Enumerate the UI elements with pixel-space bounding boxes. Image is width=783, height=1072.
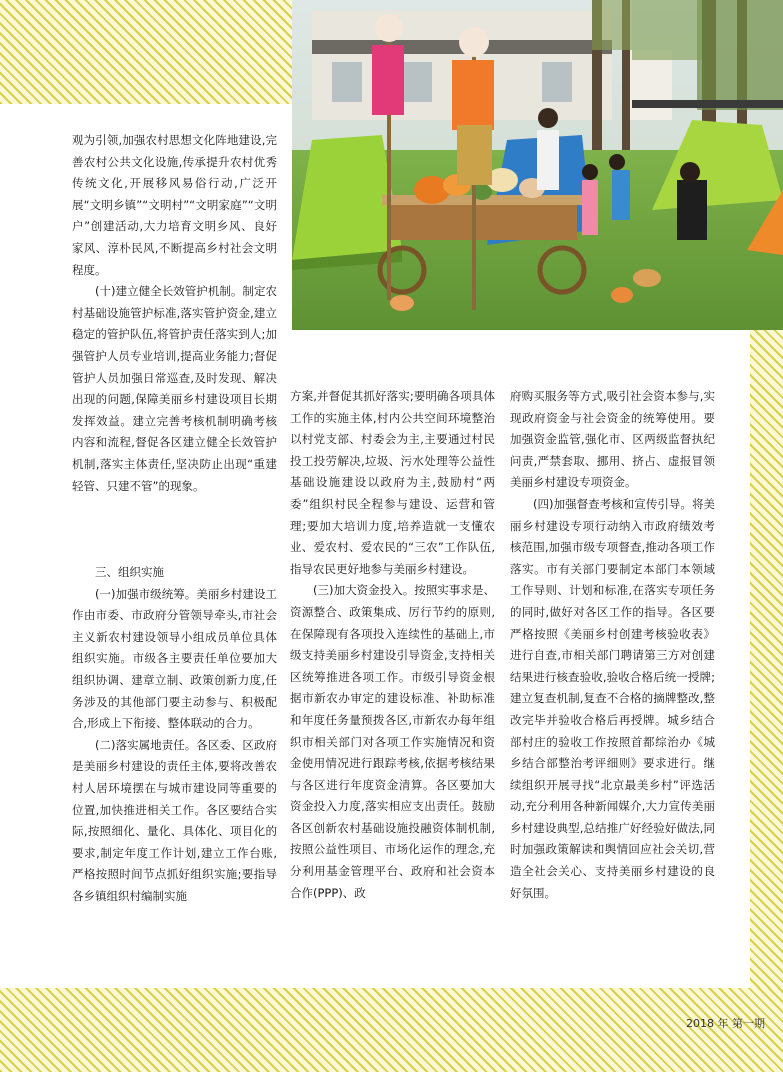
paragraph: 观为引领,加强农村思想文化阵地建设,完善农村公共文化设施,传承提升农村优秀传统文化,开展移风易俗行动,广泛开展“文明乡镇”“文明村”“文明家庭”“文明户”创建活动,大力培育文明乡风、良好家风、淳朴民风,不断提高乡村社会文明程度。 <box>72 133 277 277</box>
paragraph: (二)落实属地责任。各区委、区政府是美丽乡村建设的责任主体,要将改善农村人居环境摆在与城市建设同等重要的位置,加快推进相关工作。各区要结合实际,按照细化、量化、具体化、项目化的要求,制定年度工作计划,建立工作台账,严格按照时间节点抓好组织实施;要指导各乡镇组织村编制实施 <box>72 737 277 903</box>
decorative-stripes-right <box>750 330 783 990</box>
section-heading: 三、组织实施 <box>95 565 164 579</box>
paragraph: 方案,并督促其抓好落实;要明确各项具体工作的实施主体,村内公共空间环境整治以村党支部、村委会为主,主要通过村民投工投劳解决,垃圾、污水处理等公益性基础设施建设以政府为主,鼓励村“两委”组织村民全程参与建设、运营和管理;要加大培训力度,培养造就一支懂农业、爱农村、爱农民的“三农”工作队伍,指导农民更好地参与美丽乡村建设。 <box>290 389 495 576</box>
paragraph: (一)加强市级统筹。美丽乡村建设工作由市委、市政府分管领导牵头,市社会主义新农村建设领导小组成员单位具体组织实施。市级各主要责任单位要加大组织协调、建章立制、政策创新力度,任务涉及的其他部门要主动参与、积极配合,形成上下衔接、整体联动的合力。 <box>72 586 277 731</box>
paragraph: 府购买服务等方式,吸引社会资本参与,实现政府资金与社会资金的统筹使用。要加强资金监管,强化市、区两级监督执纪问责,严禁套取、挪用、挤占、虚报冒领美丽乡村建设专项资金。 <box>510 389 715 490</box>
article-column-1 <box>72 562 277 908</box>
paragraph: (四)加强督查考核和宣传引导。将美丽乡村建设专项行动纳入市政府绩效考核范围,加强市级专项督查,推动各项工作落实。市有关部门要制定本部门本领域工作导则、计划和标准,在落实专项任务的同时,做好对各区工作的指导。各区要严格按照《美丽乡村创建考核验收表》进行自查,市相关部门聘请第三方对创建结果进行核查验收,验收合格后统一授牌;建立复查机制,复查不合格的摘牌整改,整改完毕并验收合格后再授牌。城乡结合部村庄的验收工作按照首都综治办《城乡结合部整治考评细则》要求进行。继续组织开展寻找“北京最美乡村”评选活动,充分利用各种新闻媒介,大力宣传美丽乡村建设典型,总结推广好经验好做法,同时加强政策解读和舆情回应社会关切,营造全社会关心、支持美丽乡村建设的良好氛围。 <box>510 496 715 900</box>
decorative-stripes-bottom <box>0 988 783 1072</box>
paragraph: (三)加大资金投入。按照实事求是、资源整合、政策集成、厉行节约的原则,在保障现有各项投入连续性的基础上,市级支持美丽乡村建设引导资金,支持相关区统筹推进各项工作。市级引导资金根据市新农办审定的建设标准、补助标准和年度任务量预拨各区,市新农办每年组织市相关部门对各项工作实施情况和资金使用情况进行跟踪考核,依据考核结果与各区进行年度资金清算。各区要加大资金投入力度,落实相应支出责任。鼓励各区创新农村基础设施投融资体制机制,按照公益性项目、市场化运作的理念,充分利用基金管理平台、政府和社会资本合作(PPP)、政 <box>290 583 495 900</box>
article-column-3 <box>510 386 715 904</box>
harvest-festival-photo <box>292 0 783 330</box>
paragraph: (十)建立健全长效管护机制。制定农村基础设施管护标准,落实管护资金,建立稳定的管护队伍,将管护责任落实到人;加强管护人员专业培训,提高业务能力;督促管护人员加强日常巡查,及时发现、解决出现的问题,保障美丽乡村建设项目长期发挥效益。建立完善考核机制明确考核内容和流程,督促各区建立健全长效管护机制,落实主体责任,坚决防止出现“重建轻管、只建不管”的现象。 <box>72 284 277 493</box>
issue-number: 2018 年 第一期 <box>686 1017 765 1030</box>
article-column-top <box>72 130 277 497</box>
article-column-2 <box>290 386 495 904</box>
decorative-stripes-top-left <box>0 0 292 104</box>
